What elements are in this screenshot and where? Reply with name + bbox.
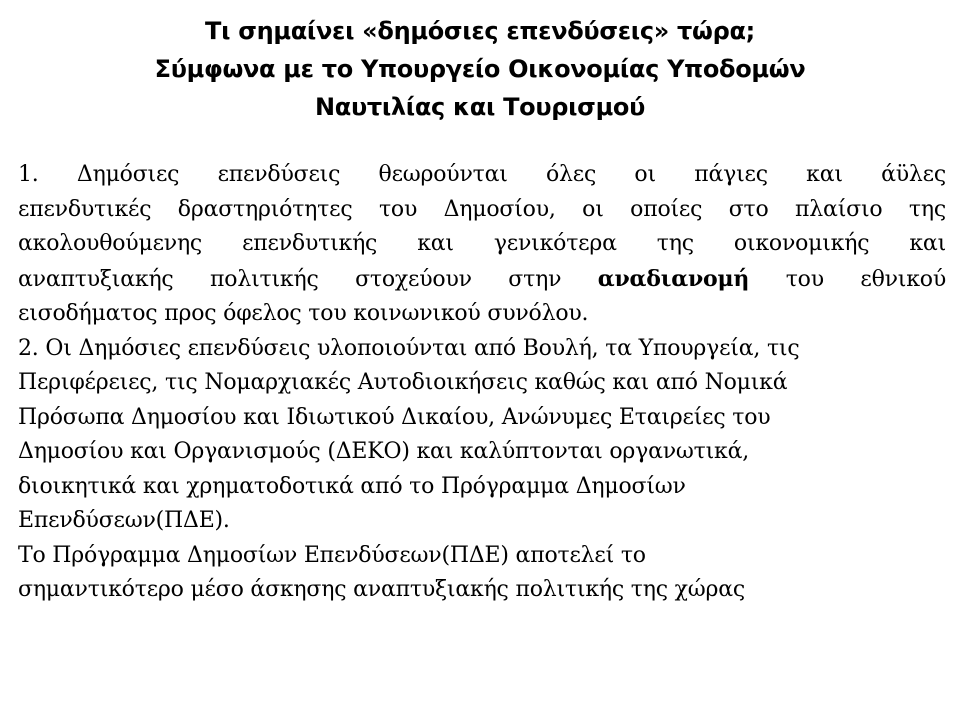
paragraph-2-line-6: Επενδύσεων(ΠΔΕ).: [18, 508, 230, 533]
paragraph-1: [18, 158, 946, 332]
paragraph-2-line-3: Πρόσωπα Δημοσίου και Ιδιωτικού Δικαίου, Ανώνυμες Εταιρείες του: [18, 404, 771, 430]
paragraph-1-line-4-end: του εθνικού: [749, 266, 946, 292]
slide-title: [40, 12, 920, 126]
title-line-3: Ναυτιλίας και Τουρισμού: [314, 93, 646, 121]
emphasized-term: αναδιανομή: [597, 265, 750, 292]
paragraph-1-line-5: εισοδήματος προς όφελος του κοινωνικού συνόλου.: [18, 301, 589, 326]
title-line-1: Τι σημαίνει «δημόσιες επενδύσεις» τώρα;: [205, 17, 755, 45]
paragraph-3-line-1: Το Πρόγραμμα Δημοσίων Επενδύσεων(ΠΔΕ) αποτελεί το: [18, 542, 646, 568]
paragraph-1-line-2: επενδυτικές δραστηριότητες του Δημοσίου, οι οποίες στο πλαίσιο της: [18, 196, 946, 222]
slide-body: [18, 158, 946, 608]
paragraph-2-line-1: 2. Οι Δημόσιες επενδύσεις υλοποιούνται από Βουλή, τα Υπουργεία, τις: [18, 335, 800, 361]
paragraph-3-line-2: σημαντικότερο μέσο άσκησης αναπτυξιακής πολιτικής της χώρας: [18, 577, 746, 602]
paragraph-1-line-4: [18, 262, 946, 298]
paragraph-1-line-1: 1. Δημόσιες επενδύσεις θεωρούνται όλες οι πάγιες και άϋλες: [18, 162, 946, 187]
paragraph-2-line-2: Περιφέρειες, τις Νομαρχιακές Αυτοδιοικήσεις καθώς και από Νομικά: [18, 370, 788, 395]
paragraph-3: [18, 539, 946, 608]
paragraph-1-line-3: ακολουθούμενης επενδυτικής και γενικότερα της οικονομικής και: [18, 231, 946, 256]
paragraph-2: [18, 332, 946, 539]
paragraph-2-line-5: διοικητικά και χρηματοδοτικά από το Πρόγραμμα Δημοσίων: [18, 473, 686, 499]
paragraph-1-line-4-start: αναπτυξιακής πολιτικής στοχεύουν στην: [18, 266, 598, 292]
title-line-2: Σύμφωνα με το Υπουργείο Οικονομίας Υποδομών: [154, 55, 806, 83]
paragraph-2-line-4: Δημοσίου και Οργανισμούς (ΔΕΚΟ) και καλύπτονται οργανωτικά,: [18, 439, 750, 464]
